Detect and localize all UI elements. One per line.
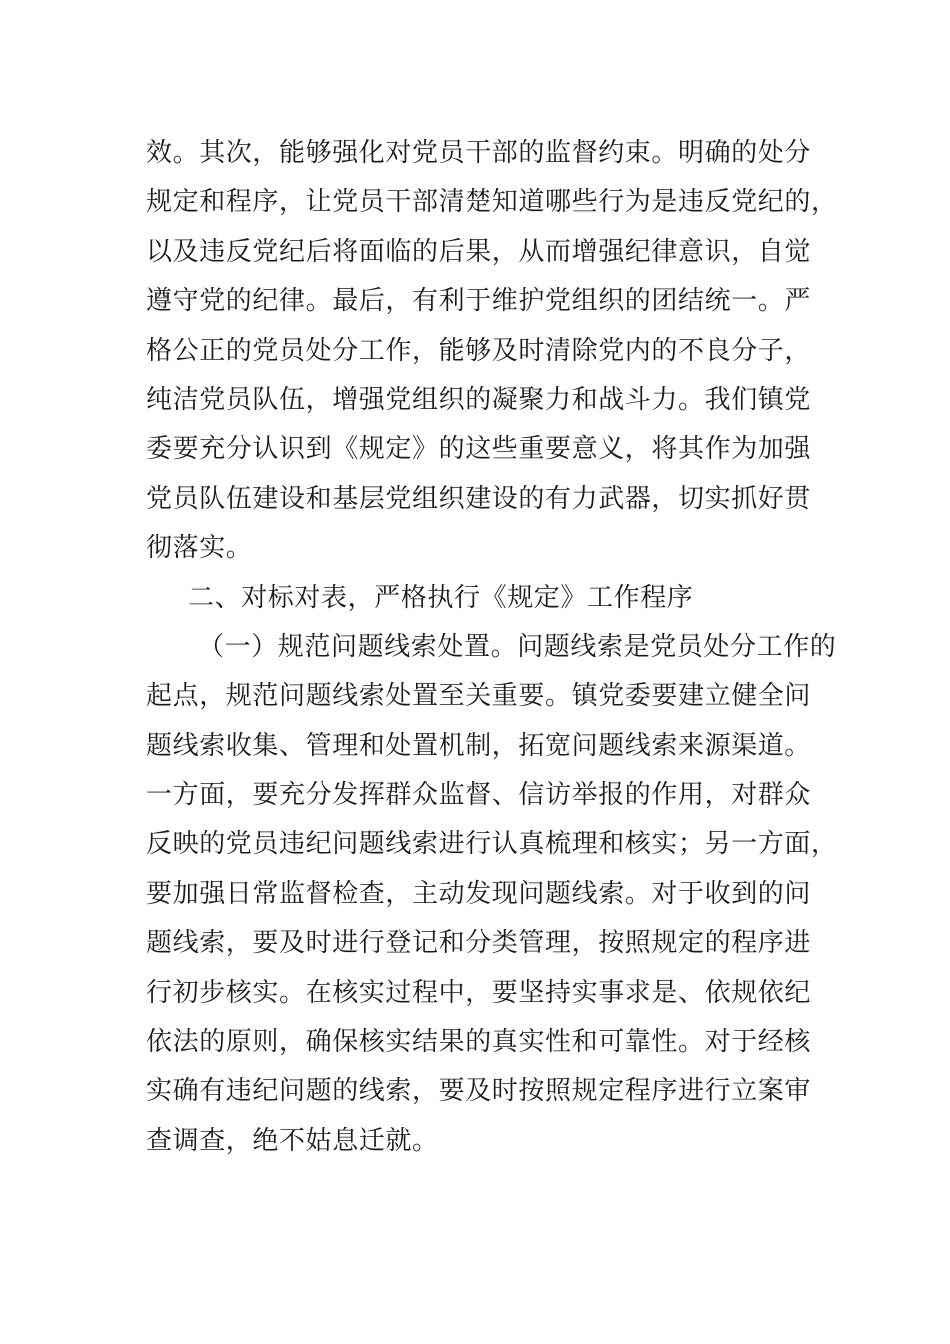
paragraph-line: 效。其次，能够强化对党员干部的监督约束。明确的处分 [146, 138, 812, 168]
paragraph-line: 题线索收集、管理和处置机制，拓宽问题线索来源渠道。 [146, 730, 812, 761]
paragraph-line: 实确有违纪问题的线索，要及时按照规定程序进行立案审 [146, 1076, 812, 1107]
paragraph-line: 党员队伍建设和基层党组织建设的有力武器，切实抓好贯 [146, 483, 812, 514]
paragraph-line: 遵守党的纪律。最后，有利于维护党组织的团结统一。严 [146, 286, 812, 317]
paragraph-line: 题线索，要及时进行登记和分类管理，按照规定的程序进 [146, 928, 812, 959]
paragraph-line: 行初步核实。在核实过程中，要坚持实事求是、依规依纪 [146, 977, 812, 1008]
paragraph-line: 查调查，绝不姑息迁就。 [146, 1125, 439, 1156]
paragraph-line: 依法的原则，确保核实结果的真实性和可靠性。对于经核 [146, 1027, 812, 1058]
paragraph-line: 纯洁党员队伍，增强党组织的凝聚力和战斗力。我们镇党 [146, 384, 812, 415]
paragraph-line: 以及违反党纪后将面临的后果，从而增强纪律意识，自觉 [146, 236, 812, 267]
paragraph-line: 彻落实。 [146, 533, 253, 564]
paragraph-line: 格公正的党员处分工作，能够及时清除党内的不良分子， [146, 335, 812, 366]
paragraph-line: 委要充分认识到《规定》的这些重要意义，将其作为加强 [146, 434, 812, 465]
subsection-heading-line: （一）规范问题线索处置。问题线索是党员处分工作的 [198, 631, 837, 662]
paragraph-line: 起点，规范问题线索处置至关重要。镇党委要建立健全问 [146, 681, 812, 712]
paragraph-line: 规定和程序，让党员干部清楚知道哪些行为是违反党纪的， [146, 187, 838, 218]
paragraph-line: 反映的党员违纪问题线索进行认真梳理和核实；另一方面， [146, 829, 838, 860]
body-text [146, 129, 838, 1166]
paragraph-line: 一方面，要充分发挥群众监督、信访举报的作用，对群众 [146, 780, 812, 811]
section-heading: 二、对标对表，严格执行《规定》工作程序 [188, 582, 694, 613]
paragraph-line: 要加强日常监督检查，主动发现问题线索。对于收到的问 [146, 878, 812, 909]
